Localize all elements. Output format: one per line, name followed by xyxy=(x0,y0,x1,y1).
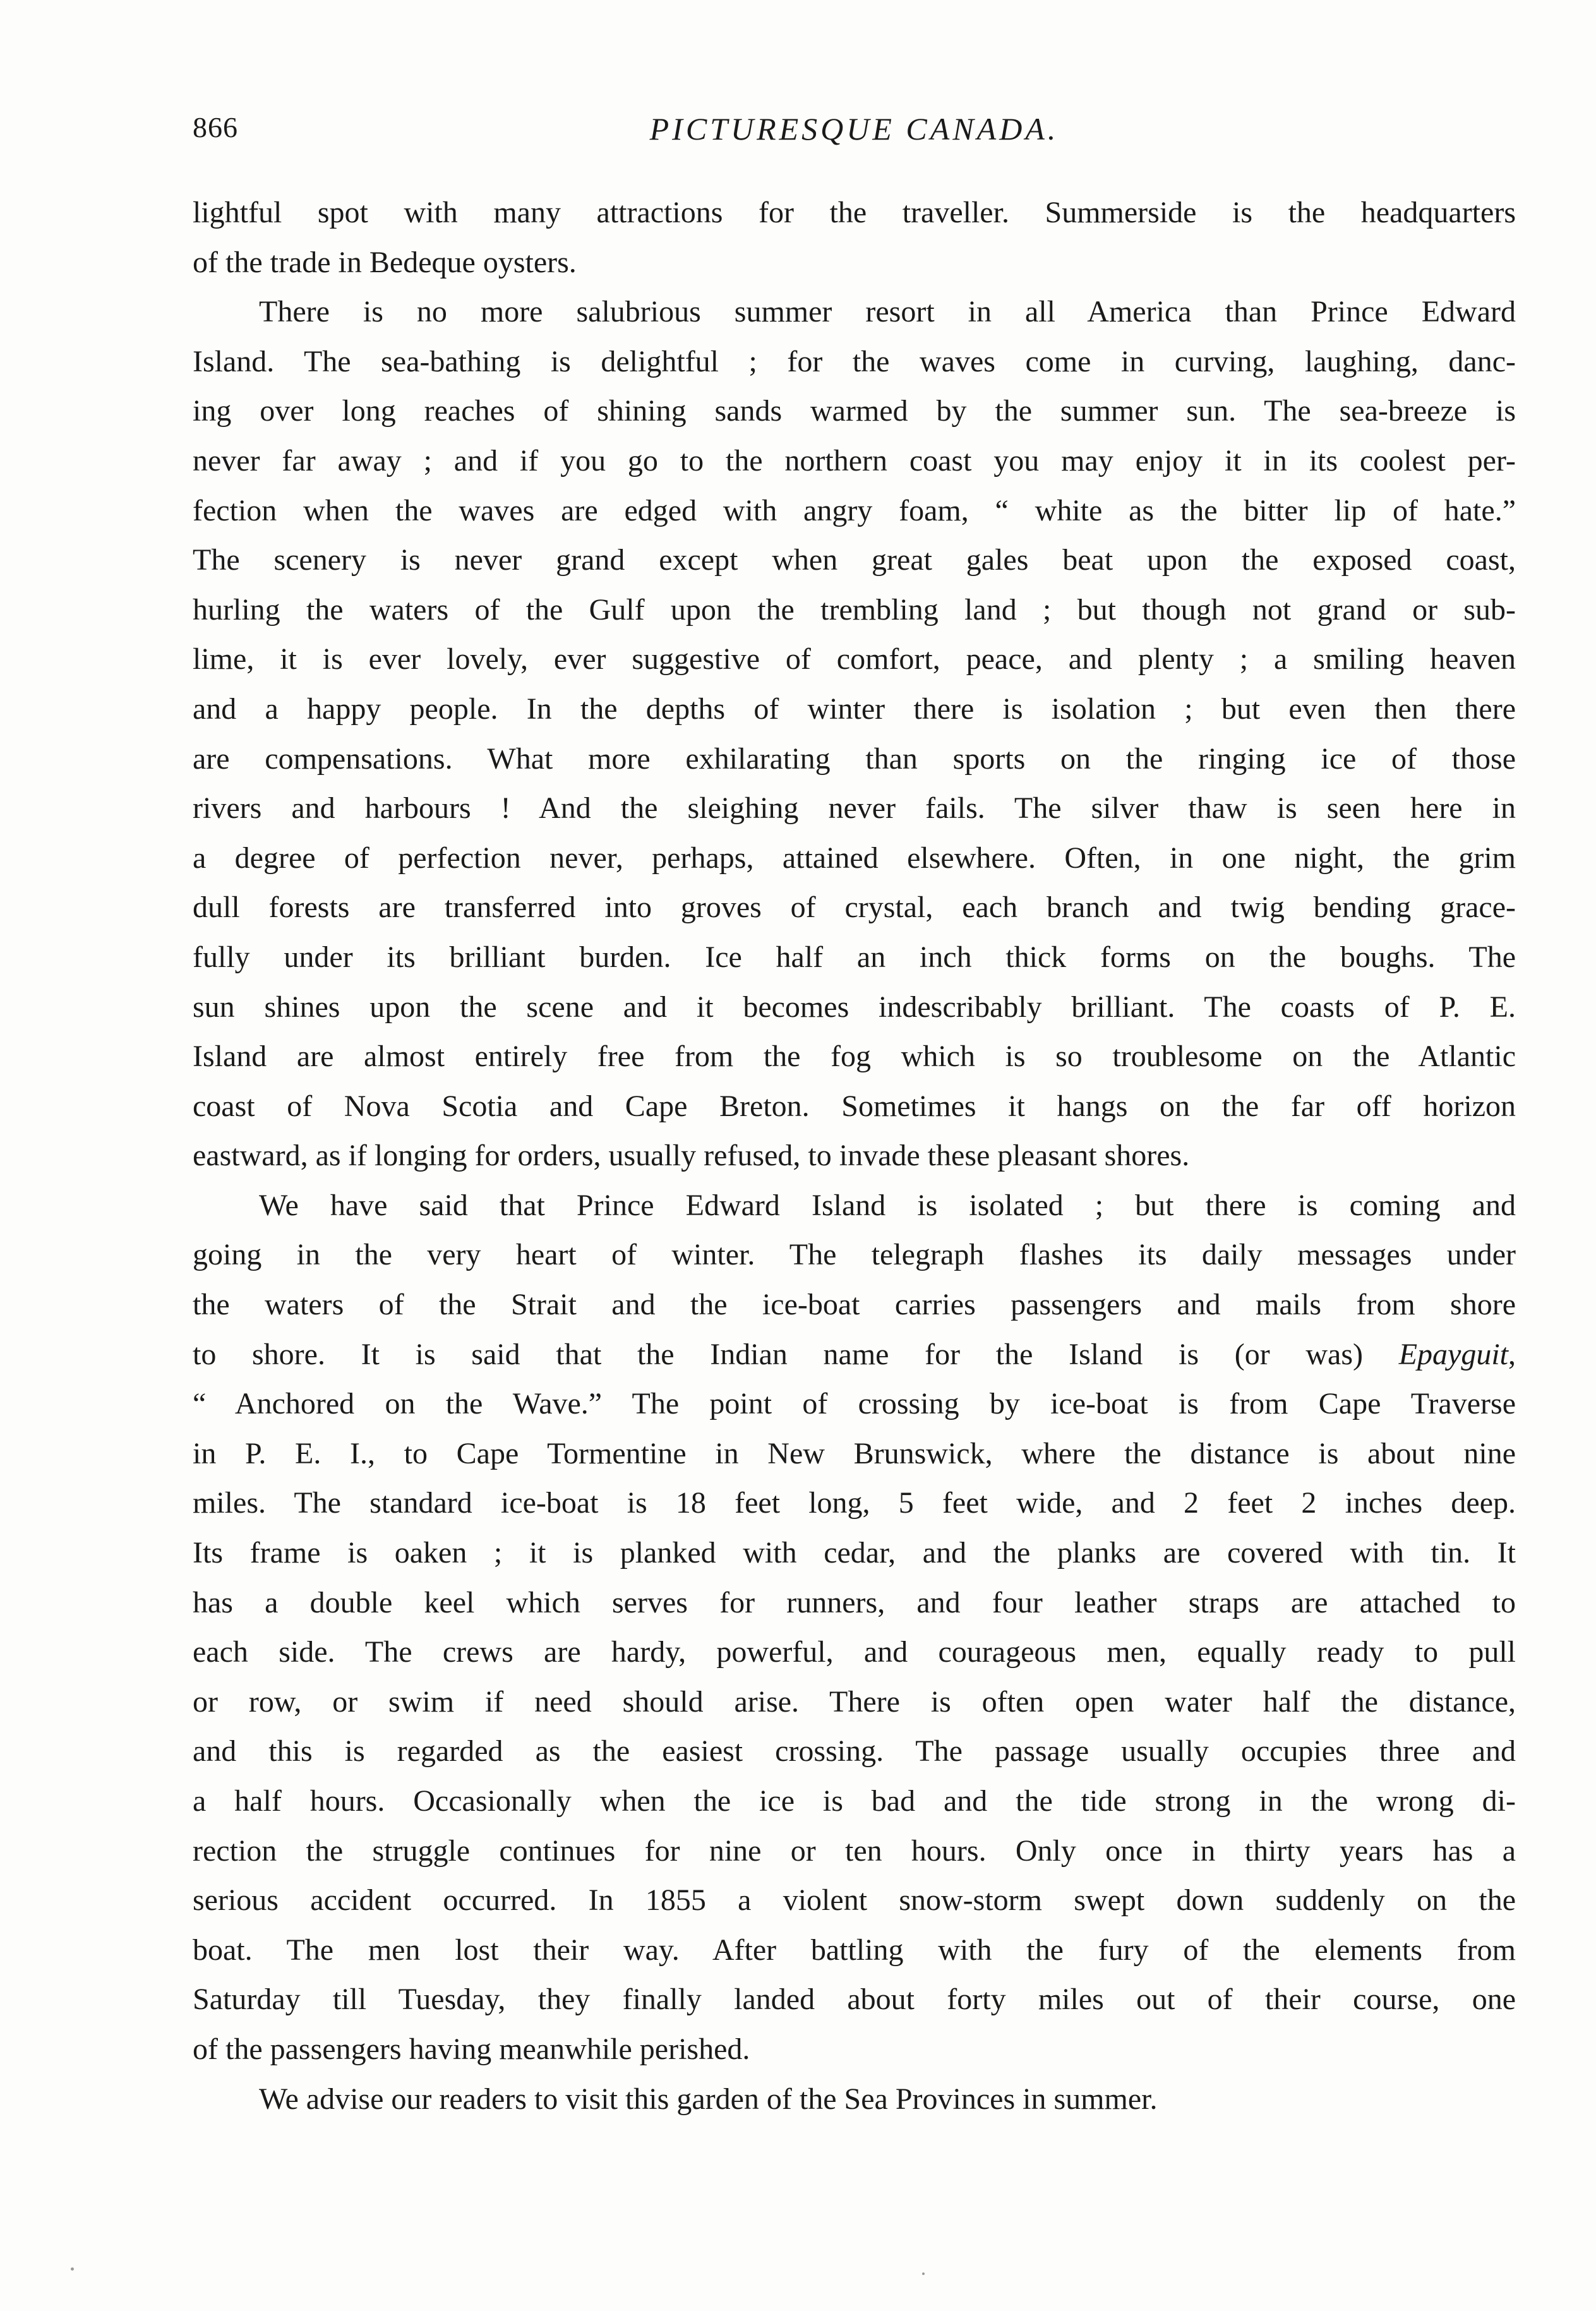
text-line: and this is regarded as the easiest crossing. The passage usually occupies three and xyxy=(193,1734,1516,1768)
text-line: eastward, as if longing for orders, usually refused, to invade these pleasant shores. xyxy=(193,1139,1190,1173)
scan-speck xyxy=(71,2267,74,2271)
text-line: We advise our readers to visit this garden of the Sea Provinces in summer. xyxy=(259,2082,1158,2116)
body-text xyxy=(193,188,1516,2124)
text-line: “ Anchored on the Wave.” The point of crossing by ice-boat is from Cape Traverse xyxy=(193,1387,1516,1421)
text-line: boat. The men lost their way. After battling with the fury of the elements from xyxy=(193,1933,1516,1967)
text-line: each side. The crews are hardy, powerful, and courageous men, equally ready to pull xyxy=(193,1635,1516,1669)
paragraph xyxy=(193,2075,1516,2125)
page-number: 866 xyxy=(193,111,238,143)
text-line: dull forests are transferred into groves of crystal, each branch and twig bending grace- xyxy=(193,891,1516,925)
text-line: We have said that Prince Edward Island is isolated ; but there is coming and xyxy=(259,1188,1516,1222)
text-line: to shore. It is said that the Indian name for the Island is (or was) Epayguit, xyxy=(193,1337,1516,1371)
paragraph xyxy=(193,287,1516,1181)
text-line: lightful spot with many attractions for the traveller. Summerside is the headquarters xyxy=(193,196,1516,229)
text-line: coast of Nova Scotia and Cape Breton. Sometimes it hangs on the far off horizon xyxy=(193,1089,1516,1123)
text-line: or row, or swim if need should arise. There is often open water half the distance, xyxy=(193,1684,1516,1719)
text-line: are compensations. What more exhilarating than sports on the ringing ice of those xyxy=(193,741,1516,776)
text-line: and a happy people. In the depths of winter there is isolation ; but even then there xyxy=(193,692,1516,726)
text-line: The scenery is never grand except when great gales beat upon the exposed coast, xyxy=(193,543,1516,577)
text-line: rivers and harbours ! And the sleighing never fails. The silver thaw is seen here in xyxy=(193,791,1516,825)
text-line: a degree of perfection never, perhaps, attained elsewhere. Often, in one night, the grim xyxy=(193,841,1516,875)
text-line: a half hours. Occasionally when the ice is bad and the tide strong in the wrong di- xyxy=(193,1784,1516,1818)
running-head xyxy=(193,111,1516,155)
text-line: Island are almost entirely free from the fog which is so troublesome on the Atlantic xyxy=(193,1040,1516,1074)
text-line: Its frame is oaken ; it is planked with cedar, and the planks are covered with tin. It xyxy=(193,1536,1516,1570)
text-line: ing over long reaches of shining sands warmed by the summer sun. The sea-breeze is xyxy=(193,394,1516,428)
text-line: lime, it is ever lovely, ever suggestive of comfort, peace, and plenty ; a smiling heaven xyxy=(193,642,1516,676)
text-line: never far away ; and if you go to the northern coast you may enjoy it in its coolest per- xyxy=(193,443,1516,477)
text-line: in P. E. I., to Cape Tormentine in New Brunswick, where the distance is about nine xyxy=(193,1436,1516,1470)
text-line: There is no more salubrious summer resort in all America than Prince Edward xyxy=(259,295,1516,329)
text-line: serious accident occurred. In 1855 a violent snow-storm swept down suddenly on the xyxy=(193,1883,1516,1918)
paragraph xyxy=(193,188,1516,287)
text-line: the waters of the Strait and the ice-boat carries passengers and mails from shore xyxy=(193,1288,1516,1322)
text-line: fection when the waves are edged with angry foam, “ white as the bitter lip of hate.” xyxy=(193,493,1516,527)
text-line: Saturday till Tuesday, they finally landed about forty miles out of their course, one xyxy=(193,1983,1516,2017)
text-line: sun shines upon the scene and it becomes indescribably brilliant. The coasts of P. E. xyxy=(193,990,1516,1024)
text-line: miles. The standard ice-boat is 18 feet long, 5 feet wide, and 2 feet 2 inches deep. xyxy=(193,1486,1516,1520)
text-line: has a double keel which serves for runners, and four leather straps are attached to xyxy=(193,1585,1516,1619)
scan-speck xyxy=(922,2272,925,2275)
text-line: of the passengers having meanwhile perished. xyxy=(193,2032,750,2066)
paragraph xyxy=(193,1181,1516,2075)
text-line: going in the very heart of winter. The telegraph flashes its daily messages under xyxy=(193,1238,1516,1272)
running-title: PICTURESQUE CANADA. xyxy=(649,111,1059,147)
text-line: rection the struggle continues for nine or ten hours. Only once in thirty years has a xyxy=(193,1834,1516,1868)
text-line: fully under its brilliant burden. Ice half an inch thick forms on the boughs. The xyxy=(193,940,1516,974)
text-line: of the trade in Bedeque oysters. xyxy=(193,245,577,279)
text-line: hurling the waters of the Gulf upon the trembling land ; but though not grand or sub- xyxy=(193,592,1516,627)
italic-word: Epayguit xyxy=(1398,1337,1508,1371)
text-line: Island. The sea-bathing is delightful ; for the waves come in curving, laughing, danc- xyxy=(193,344,1516,378)
